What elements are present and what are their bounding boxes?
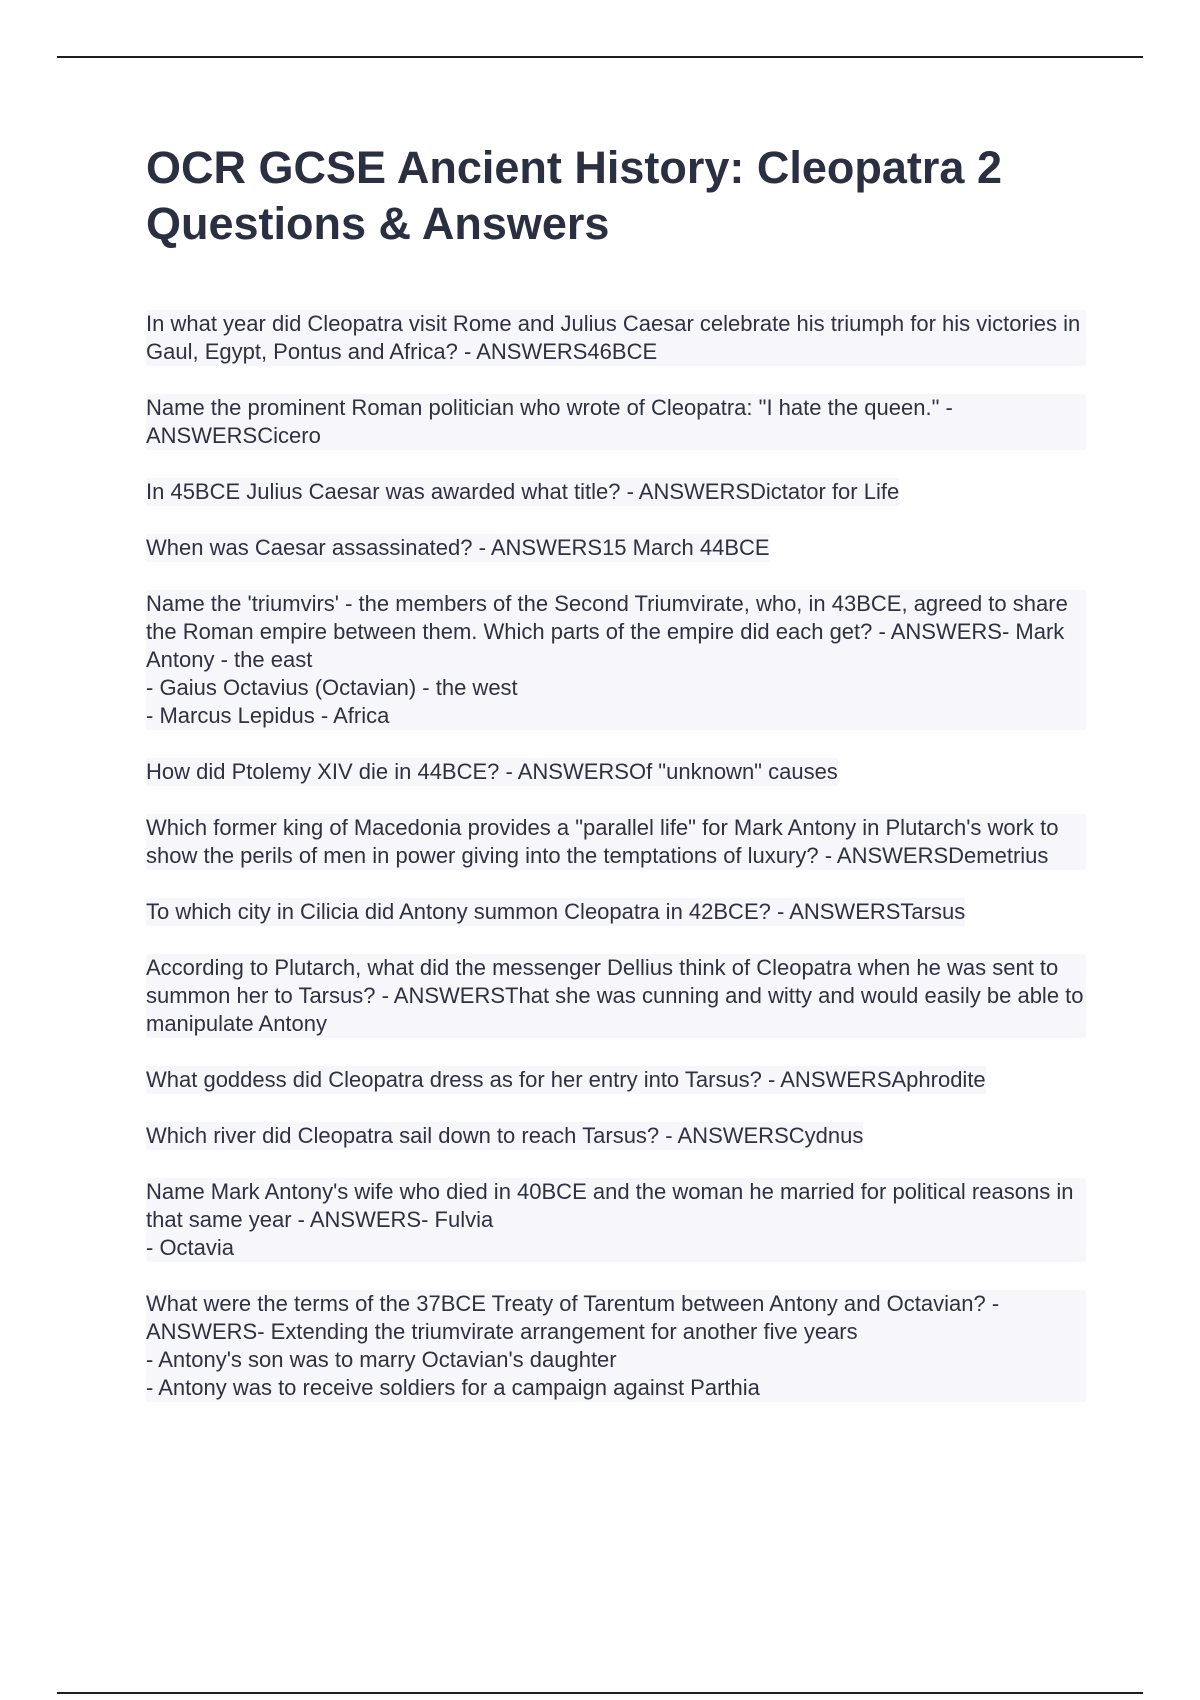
qa-item: To which city in Cilicia did Antony summon Cleopatra in 42BCE? - ANSWERSTarsus: [146, 899, 966, 924]
qa-item: How did Ptolemy XIV die in 44BCE? - ANSWERSOf "unknown" causes: [146, 759, 838, 784]
qa-item: When was Caesar assassinated? - ANSWERS15 March 44BCE: [146, 535, 770, 560]
qa-item: What goddess did Cleopatra dress as for her entry into Tarsus? - ANSWERSAphrodite: [146, 1067, 986, 1092]
qa-item: What were the terms of the 37BCE Treaty of Tarentum between Antony and Octavian? - ANSWERS- Extending the triumvirate arrangement for another five years - Antony's son was to marry Octavian's daughter - Antony was to receive soldiers for a campaign against Parthia: [146, 1290, 1086, 1402]
top-divider: [57, 56, 1143, 58]
qa-item: According to Plutarch, what did the messenger Dellius think of Cleopatra when he was sent to summon her to Tarsus? - ANSWERSThat she was cunning and witty and would easily be able to manipulate Antony: [146, 954, 1086, 1038]
qa-item: Name the prominent Roman politician who wrote of Cleopatra: "I hate the queen." - ANSWERSCicero: [146, 394, 1086, 450]
document-title: OCR GCSE Ancient History: Cleopatra 2 Questions & Answers: [146, 142, 1002, 249]
qa-item: In what year did Cleopatra visit Rome and Julius Caesar celebrate his triumph for his victories in Gaul, Egypt, Pontus and Africa? - ANSWERS46BCE: [146, 310, 1086, 366]
document-body: [146, 140, 1086, 1430]
qa-item: Which river did Cleopatra sail down to reach Tarsus? - ANSWERSCydnus: [146, 1123, 864, 1148]
qa-item: Name Mark Antony's wife who died in 40BCE and the woman he married for political reasons in that same year - ANSWERS- Fulvia - Octavia: [146, 1178, 1086, 1262]
qa-item: In 45BCE Julius Caesar was awarded what title? - ANSWERSDictator for Life: [146, 479, 900, 504]
qa-item: Name the 'triumvirs' - the members of the Second Triumvirate, who, in 43BCE, agreed to share the Roman empire between them. Which parts of the empire did each get? - ANSWERS- Mark Antony - the east - Gaius Octavius (Octavian) - the west - Marcus Lepidus - Africa: [146, 590, 1086, 730]
qa-list: [146, 310, 1086, 1402]
bottom-divider: [57, 1692, 1143, 1694]
qa-item: Which former king of Macedonia provides a "parallel life" for Mark Antony in Plutarch's work to show the perils of men in power giving into the temptations of luxury? - ANSWERSDemetrius: [146, 814, 1086, 870]
